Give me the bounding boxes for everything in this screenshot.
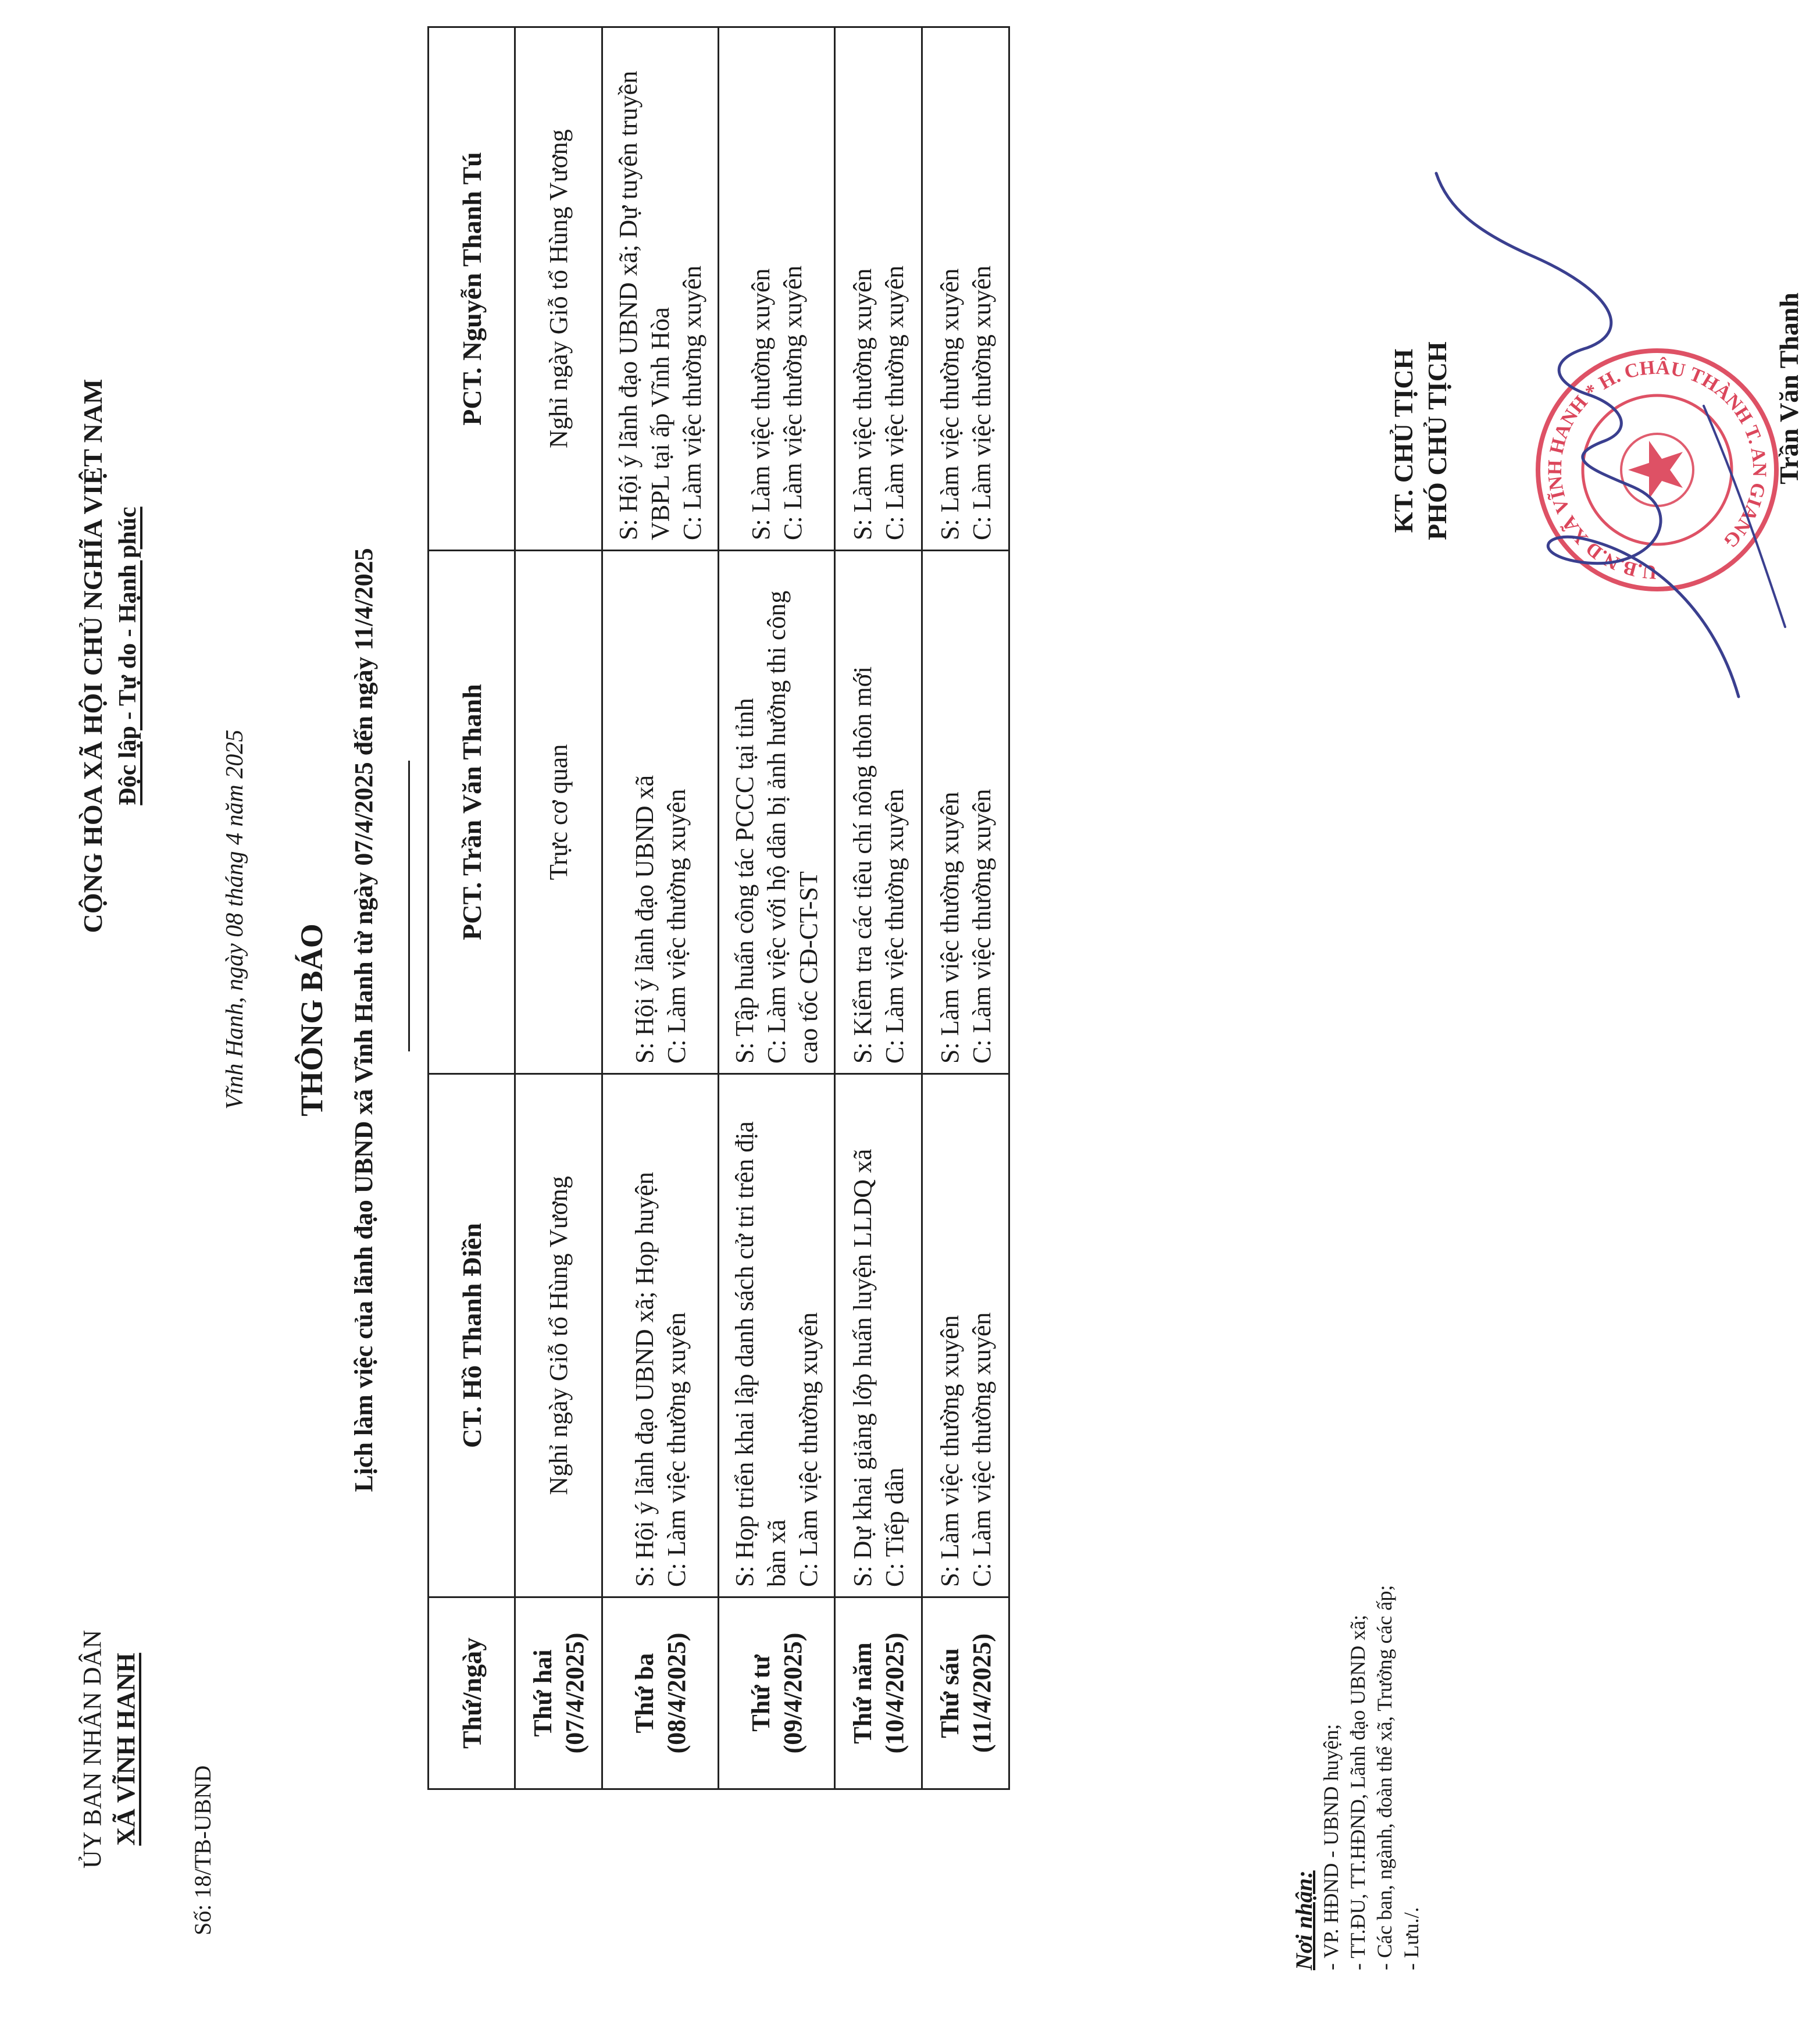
day-date: (08/4/2025) [662,1632,691,1754]
schedule-line: Nghỉ ngày Giỗ tổ Hùng Vương [544,129,573,448]
schedule-line: Nghỉ ngày Giỗ tổ Hùng Vương [544,1176,573,1495]
schedule-cell [719,551,835,1074]
day-date: (07/4/2025) [560,1632,589,1754]
schedule-line: S: Tập huấn công tác PCCC tại tỉnh [730,698,759,1064]
schedule-line: C: Làm việc thường xuyên [967,789,996,1064]
schedule-cell [719,27,835,551]
recipient-item: - TT.ĐU, TT.HĐND, Lãnh đạo UBND xã; [1346,1614,1369,1970]
schedule-line: S: Làm việc thường xuyên [848,268,877,540]
schedule-cell [515,27,602,551]
subtitle-underline [408,761,410,1051]
table-header-row [429,27,515,1789]
document-title: THÔNG BÁO [294,923,329,1117]
handwritten-signature [1413,150,1820,732]
schedule-cell [602,551,719,1074]
header-day: Thứ/ngày [429,1597,515,1789]
day-name: Thứ ba [630,1653,659,1734]
document-number: Số: 18/TB-UBND [190,1765,216,1935]
day-date: (11/4/2025) [967,1633,996,1753]
issuer-unit: XÃ VĨNH HANH [112,1653,140,1846]
table-row [515,27,602,1789]
schedule-line: S: Dự khai giảng lớp huấn luyện LLDQ xã [848,1149,877,1587]
schedule-line: C: Tiếp dân [880,1467,909,1587]
schedule-cell [602,1074,719,1597]
nation-name: CỘNG HÒA XÃ HỘI CHỦ NGHĨA VIỆT NAM [78,379,108,933]
document-subtitle: Lịch làm việc của lãnh đạo UBND xã Vĩnh Hanh từ ngày 07/4/2025 đến ngày 11/4/2025 [349,548,378,1492]
schedule-line: C: Làm việc thường xuyên [880,789,909,1064]
schedule-table [427,26,1010,1790]
day-name: Thứ sáu [935,1648,964,1738]
day-name: Thứ hai [528,1649,557,1737]
header-vice-chairman-1: PCT. Trần Văn Thanh [429,551,515,1074]
schedule-cell [515,1074,602,1597]
table-row [602,27,719,1789]
schedule-line: S: Hội ý lãnh đạo UBND xã; Họp huyện [630,1172,659,1587]
schedule-cell [602,27,719,551]
recipient-item: - Các ban, ngành, đoàn thể xã, Trưởng các ấp; [1373,1585,1396,1970]
signature-title-line2: PHÓ CHỦ TỊCH [1422,341,1452,540]
schedule-cell [515,551,602,1074]
schedule-cell [835,551,922,1074]
day-cell [922,1597,1009,1789]
schedule-line: C: Làm việc thường xuyên [662,1312,691,1587]
day-name: Thứ năm [848,1642,877,1744]
schedule-cell [835,27,922,551]
schedule-line: S: Làm việc thường xuyên [935,268,964,540]
header-chairman: CT. Hồ Thanh Điền [429,1074,515,1597]
day-cell [835,1597,922,1789]
schedule-line: S: Kiểm tra các tiêu chí nông thôn mới [848,666,877,1064]
schedule-line: C: Làm việc thường xuyên [662,789,691,1064]
day-cell [602,1597,719,1789]
day-cell [719,1597,835,1789]
schedule-cell [719,1074,835,1597]
table-row [719,27,835,1789]
table-row [922,27,1009,1789]
schedule-line: C: Làm việc thường xuyên [678,265,706,540]
schedule-line: Trực cơ quan [544,744,573,880]
schedule-cell [922,1074,1009,1597]
schedule-line: C: Làm việc với hộ dân bị ảnh hưởng thi công cao tốc CĐ-CT-ST [762,590,823,1064]
day-cell [515,1597,602,1789]
national-header [76,162,145,1150]
signer-name: Trần Văn Thanh [1774,293,1804,484]
schedule-line: C: Làm việc thường xuyên [778,265,807,540]
issuer-org: ỦY BAN NHÂN DÂN [78,1629,106,1869]
day-date: (09/4/2025) [778,1632,807,1754]
date-line: Vĩnh Hanh, ngày 08 tháng 4 năm 2025 [222,729,248,1110]
schedule-cell [922,551,1009,1074]
signature-title-line1: KT. CHỦ TỊCH [1389,348,1418,533]
schedule-cell [922,27,1009,551]
schedule-line: C: Làm việc thường xuyên [880,265,909,540]
recipient-item: - Lưu./. [1400,1907,1423,1970]
day-name: Thứ tư [746,1654,775,1732]
schedule-line: C: Làm việc thường xuyên [967,265,996,540]
schedule-cell [835,1074,922,1597]
schedule-line: S: Làm việc thường xuyên [935,1315,964,1587]
schedule-line: S: Làm việc thường xuyên [746,268,775,540]
recipients-block [1291,1585,1425,1970]
recipients-heading: Nơi nhận: [1291,1870,1317,1970]
schedule-line: S: Hội ý lãnh đạo UBND xã; Dự tuyên truyền VBPL tại ấp Vĩnh Hòa [614,70,675,540]
schedule-line: C: Làm việc thường xuyên [794,1312,823,1587]
schedule-line: C: Làm việc thường xuyên [967,1312,996,1587]
issuer-block [76,1528,143,1970]
seal-text: U.B.N.D XÃ VĨNH HANH * H. CHÂU THÀNH T. AN GIANG [1544,356,1771,583]
recipient-item: - VP. HĐND - UBND huyện; [1319,1724,1343,1970]
national-motto: Độc lập - Tự do - Hạnh phúc [115,507,141,805]
schedule-line: S: Hội ý lãnh đạo UBND xã [630,775,659,1064]
header-vice-chairman-2: PCT. Nguyễn Thanh Tú [429,27,515,551]
table-row [835,27,922,1789]
schedule-line: S: Họp triển khai lập danh sách cử tri trên địa bàn xã [730,1121,791,1587]
schedule-line: S: Làm việc thường xuyên [935,791,964,1064]
day-date: (10/4/2025) [880,1632,909,1754]
